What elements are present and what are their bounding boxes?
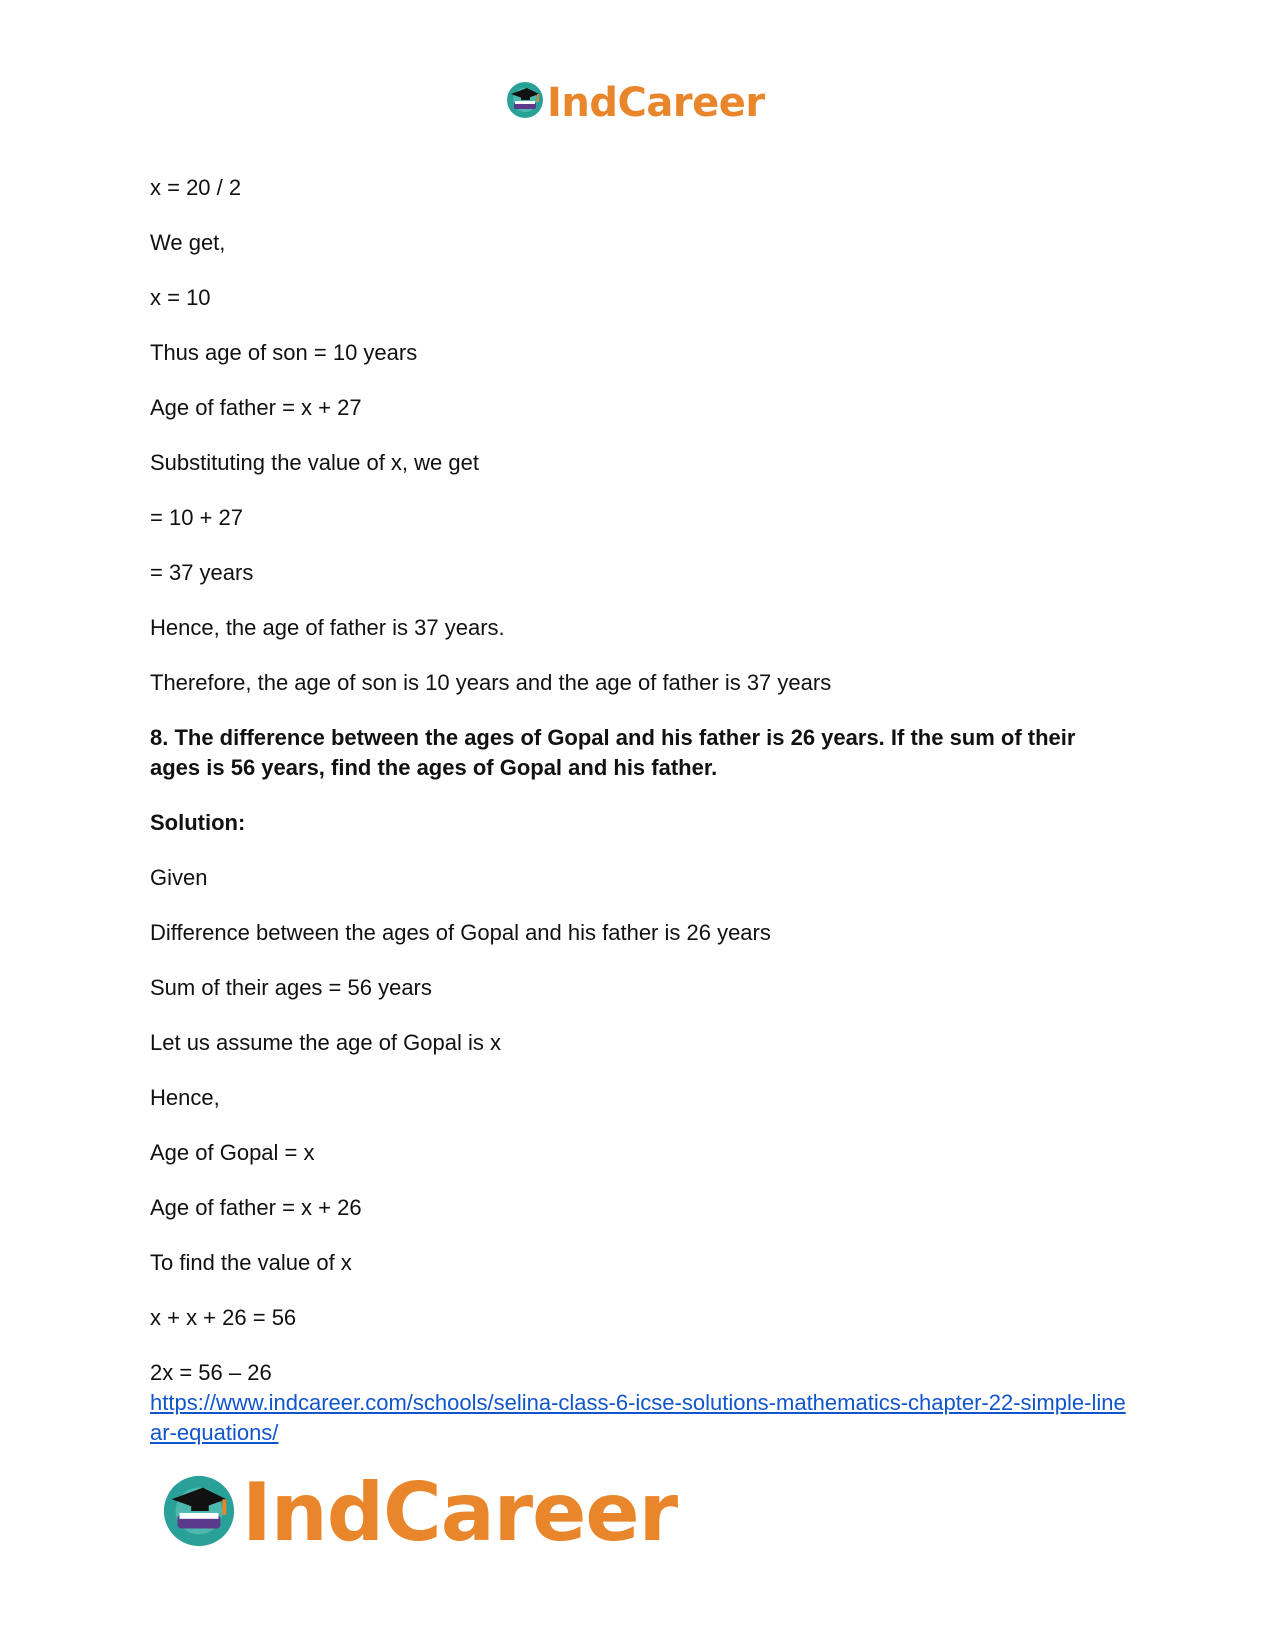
text-line: Age of father = x + 26 — [150, 1195, 362, 1220]
footer-logo — [160, 1468, 677, 1558]
text-line: To find the value of x — [150, 1250, 352, 1275]
text-line: Therefore, the age of son is 10 years and the age of father is 37 years — [150, 670, 832, 695]
graduation-cap-book-icon — [160, 1472, 238, 1555]
graduation-cap-book-icon — [505, 80, 545, 125]
text-line: = 37 years — [150, 560, 254, 585]
question-heading: 8. The difference between the ages of Gopal and his father is 26 years. If the sum of their ages is 56 years, find the ages of Gopal and his father. — [150, 725, 1076, 780]
text-line: Sum of their ages = 56 years — [150, 975, 432, 1000]
solution-label: Solution: — [150, 810, 246, 835]
text-line: x + x + 26 = 56 — [150, 1305, 297, 1330]
text-line: x = 20 / 2 — [150, 175, 242, 200]
document-body — [150, 173, 1130, 1448]
text-line: We get, — [150, 230, 226, 255]
text-line: Thus age of son = 10 years — [150, 340, 418, 365]
footer-brand-text: IndCareer — [242, 1466, 678, 1559]
text-line: = 10 + 27 — [150, 505, 243, 530]
header-brand-text: IndCareer — [547, 79, 765, 126]
text-line: Let us assume the age of Gopal is x — [150, 1030, 501, 1055]
text-line: Age of father = x + 27 — [150, 395, 362, 420]
text-line: Given — [150, 865, 208, 890]
text-line: Hence, the age of father is 37 years. — [150, 615, 505, 640]
header-logo — [505, 80, 765, 125]
source-url-link[interactable]: https://www.indcareer.com/schools/selina-class-6-icse-solutions-mathematics-chapter-22-simple-linear-equations/ — [150, 1390, 1126, 1445]
text-line: 2x = 56 – 26 — [150, 1360, 272, 1385]
text-line: Hence, — [150, 1085, 220, 1110]
text-line: Difference between the ages of Gopal and his father is 26 years — [150, 920, 771, 945]
text-line: x = 10 — [150, 285, 211, 310]
text-line: Age of Gopal = x — [150, 1140, 315, 1165]
text-line: Substituting the value of x, we get — [150, 450, 479, 475]
